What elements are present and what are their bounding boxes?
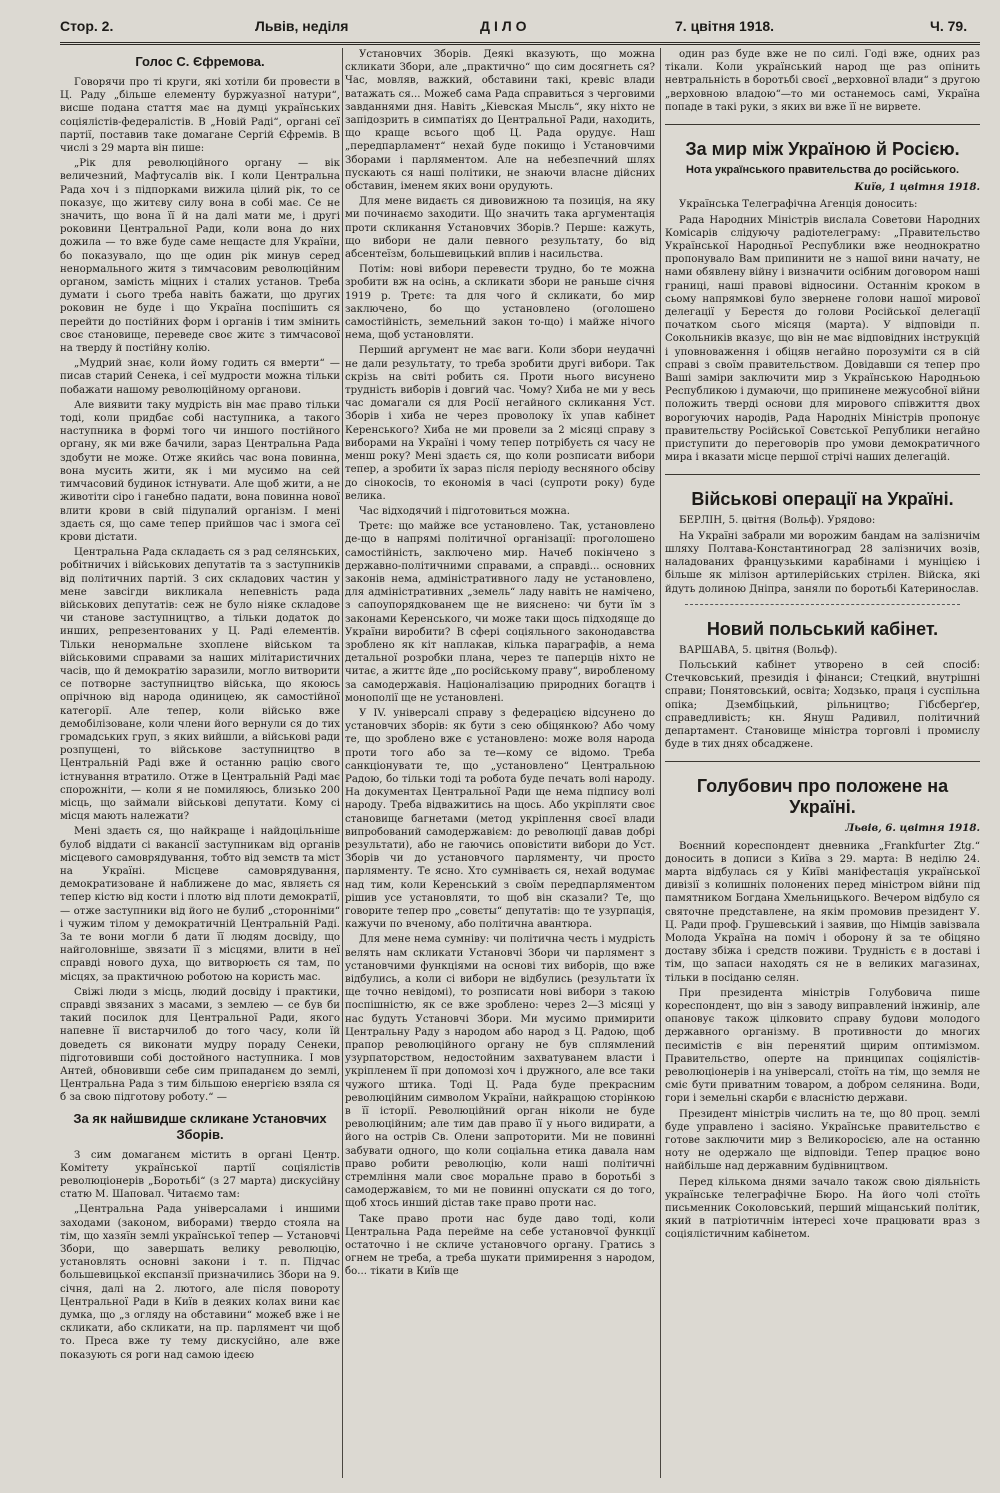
paragraph: один раз буде вже не по силі. Годі вже, одних раз тікали. Коли український народ ще раз опінить невтральність в боротьбі своєї „верховної влади“ з другою „верховною владою“—то ми останемось самі, Україна попаде в такі руки, з яких ви вже її не вирвете.	[665, 49, 980, 113]
article-heading: За мир між Україною й Росією.	[685, 139, 960, 160]
masthead	[60, 14, 980, 45]
dateline: Львів, 6. цвітня 1918.	[845, 822, 980, 835]
section-divider	[665, 474, 980, 475]
paragraph: Перед кількома днями зачало також свою діяльність українське телеграфічне Бюро. На його чолі стоїть письменник Соколовський, перший міщанський політик, який в патріотичнім інтересі хоче працювати враз з соціялістичним кабінетом.	[665, 1176, 980, 1241]
paragraph: Установчих Зборів. Деякі вказують, що можна скликати Збори, але „практично“ що сим досягнеть ся? Час, мовляв, важкий, обставини такі, кревіс влади ватажать ся... Можеб сама Рада справиться з черговими завданнями дня. Навіть „Кіевская Мысль“, яку ніхто не запідозрить в симпатіях до Центральної Ради, находить, що краще всього щоб Ц. Рада орудує. Наш „передпарламент“ нехай буде покищо і Установчими Зборами і парляментом. Але на небезпечний шлях пускають ся наші політики, не знаючи власне дійсних обставин, іменем яких вони орудують.	[345, 49, 655, 193]
column-rule	[342, 48, 343, 1478]
paragraph: З сим домаганєм містить в органі Центр. Комітету української партії соціялістів революціонерів „Боротьбі“ (з 27 марта) дискусійну статю М. Шаповал. Читаємо там:	[60, 1149, 340, 1201]
column-2	[345, 48, 655, 1478]
article-heading: Новий польський кабінет.	[706, 618, 939, 639]
section-divider	[685, 604, 960, 605]
paragraph: Українська Телеграфічна Агенція доносить:	[679, 199, 918, 211]
article-heading: Голос С. Єфремова.	[135, 54, 265, 69]
paragraph: „Центральна Рада універсалами і иншими заходами (законом, виборами) твердо стояла на тім, що хазяїн землі української тепер — Установчі Збори, що завершать велику революцію, установлять основні закони і т. п. Підчас большевицької експанзії призначились Збори на 9. січня, далі на 2. лютого, але після повороту Центральної Ради в Київ в деяких колах вини кає думка, що „з огляду на обставини“ можеб вже і не скликати, або скликати, на пр. парлямент чи щоб то. Преса вже ту тему дискусійно, але вже показують ся роги над самою ідеєю	[60, 1204, 340, 1361]
paragraph: Мені здаєть ся, що найкраще і найдоцільніше булоб віддати сі вакансії заступникам від органів місцевого самоврядування, тобто від земств та міст на Україні. Місцеве самоврядування, демократизоване й наближене до мас, являєть ся тепер кістю від кости і плотю від плоти демократії, — отже заступники від його не булиб „сторонніми“ і чужим тілом у демократичній Центральній Раді. За те вони могли б дати її людям досвіду, що найголовніше, звязати її з місцями, влити в неї справді нового духа, що витворюєть ся там, по місцях, за практичною роботою на користь мас.	[60, 826, 340, 983]
dateline: БЕРЛІН, 5. цвітня (Вольф). Урядово:	[679, 515, 876, 527]
paragraph: При президента міністрів Голубовича пише кореспондент, що він з заводу виправлений інжинір, але опановує також цілковито справу будови молодого державного організму. В противности до многих песимістів є він перенятий щирим оптимізмом. Правительство, оперте на принципах соціялістів-революціонерів і на універсалі, стоїть на тім, що земля не сміє бути приватним товаром, а добром селянина. Води, гори і земельні скарби є власністю держави.	[665, 987, 980, 1105]
paragraph: Центральна Рада складаєть ся з рад селянських, робітничих і військових депутатів та з заступників від політичних партій. З сих складових частин у мене завсігди викликала непевність рада військових депутатів: сеж не було ніяке складове чи станове заступництво, а тільки додаток до инших, репрезентованих у Ц. Раді елементів. Тільки ненормальне зхоплене військом та військовими справами за наших мілітаристичних часів, що й демократію заразили, могло витворити се потворне заступництво війська, що якоюсь опрічною від народа одиницею, як самостійної категорії. Але тепер, коли військо вже демобілізоване, коли члени його вернули ся до тих громадських груп, з яких вийшли, а військові ради розпущені, то військове заступництво в Центральній Раді вже й останню рацію свого істнування втратило. Отже в Центральній Раді має спорожніти, — коли я не помиляюсь, близько 200 місць, що займали військові депутати. Кому сі місця мають належати?	[60, 547, 340, 823]
paragraph: Перший аргумент не має ваги. Коли збори неудачні не дали результату, то треба зробити другі вибори. Так скрізь на світі робить ся. Проти нього висунено трудність виборів і довгий час. Чому? Хиба не ми у весь час домагали ся для Росії негайного скликання Уст. Зборів і хиба не через проволоку їх упав кабінет Керенського? Хиба не ми провели за 2 місяці справу з виборами на Україні і чому тепер потрібуєть ся часу не менш року? Мені здаєть ся, що коли розписати вибори тепер, а зробити їх зараз після періоду весняного обсіву до сінокосів, то економія в часі (супроти року) буде велика.	[345, 345, 655, 502]
article-subheading: Нота українського правительства до російського.	[685, 164, 960, 177]
paragraph: Говорячи про ті круги, які хотіли би провести в Ц. Раду „більше елементу буржуазної натури“, висше подана стаття має на думці українських соціялістів-федералістів. В „Новій Раді“, органі сеї партії, поставив таке домагане Сергій Єфремів. В числі з 29 марта він пише:	[60, 77, 340, 155]
paragraph: Президент міністрів числить на те, що 80 проц. землі буде управлено і засіяно. Українське правительство є готове заключити мир з Великоросією, але на останню ноту не одержало ще відповіди. Тепер працює воно найбільше над державним будівництвом.	[665, 1108, 980, 1173]
issue-number: Ч. 79.	[930, 18, 968, 34]
section-divider	[665, 124, 980, 125]
article-heading: Військові операції на Україні.	[691, 489, 954, 510]
newspaper-title: ДІЛО	[480, 18, 531, 34]
issue-date: 7. цвітня 1918.	[675, 18, 775, 34]
paragraph: Воєнний кореспондент дневника „Frankfurter Ztg.“ доносить в дописи з Київа з 29. марта: В неділю 24. марта відбулась ся у Київі маніфестація української дивізії з колишніх полонених перед міністром війни під памятником Богдана Хмельницького. Вечером відбуло ся святочне представлене, на якім промовив президент У. Ц. Ради проф. Грушевський і заявив, що Німців завізвала Молода Україна на поміч і оборону й за те обіцяно доставу збіжа і средств поживи. Трудність є в доставі і тім, що запаси находять ся не в великих магазинах, тільки в посіданю селян.	[665, 840, 980, 984]
place-day: Львів, неділя	[255, 18, 349, 34]
dateline: Київ, 1 цвітня 1918.	[854, 181, 980, 194]
paragraph: Для мене видаєть ся дивовижною та позиція, на яку ми починаємо заходити. Що значить така аргументація проти скликання Установчих Зборів.? Перше: кажуть, що вибори не дали певного результату, бо від абсентеїзм, большевицький вплив і насильства.	[345, 196, 655, 261]
paragraph: Третє: що майже все установлено. Так, установлено де-що в напрямі політичної організації: проголошено самостійність, заключено мир. Начеб покінчено з державно-політичними справами, а справді... основних законів нема, адміністративного ладу не установлено, для адміністративних „земель“ ладу навіть не намічено, з сапоупорядкованем ще не вияснено: чи бути їм з законами Керенського, чи може таки щось підходяще до України виробити? В сфері соціяльного законодавства зроблено як кіт наплакав, кілька параграфів, а нема детальної розробки плана, через те паперців ніхто не читає, а життє йде „по російському праву“, виробленому за самодержавія. Націоналізацию природних богацтв і монополії ще не установлені.	[345, 521, 655, 704]
dateline: ВАРШАВА, 5. цвітня (Вольф).	[679, 644, 838, 656]
paragraph: У IV. універсалі справу з федерацією відсунено до установчих зборів: як бути з сею обіцянкою? Або чому те, що зроблено вже є установлено: може воля народа проти того або за те—кому се відомо. Треба санкціонувати те, що „установлено“ Центральною Радою, бо тільки тоді та робота буде печать волі народу. На документах Центральної Ради ще нема підпису волі народу. Треба відважитись на щось. Або укріпляти своє становище багнетами (метод укріплення своєї влади випробований самодержавієм: до революції давав добрі результати), або не гаючись оповістити вибори до Уст. Зборів чи до установчого парляменту, чи просто парляменту. Те ясно. Хто сумніваєть ся, нехай водумає над тим, коли Керенський з своїм передпарляментом рішив усе установляти, то щоб він сказали? Те, що говорите тепер про „совєты“ депутатів: що те узурпація, кажучи по вченому, або політична авантюра.	[345, 707, 655, 931]
paragraph: Рада Народних Міністрів вислала Советови Народних Комісарів слідуючу радіотелеграму: „Правительство Української Народньої Республики вже неоднократно пропонувало Вам припинити не з нашої вини начату, не нами обявлену війну і визначити осібним договором наші границі, наші правові відносини. Останнім кроком в сьому напрямкові було звернене голови нашої мирової делегації у Берестя до голови Російської делегації початком сього місяця (марта). У відповіди п. Сокольників вказує, що він не має відповідних інструкцій і уповноваження і обіцяв негайно порозуміти ся в сій справі з своїм правительством. Довідавши ся тепер про Ваші заміри заключити мир з Українською Народньою Республикою і думаючи, що припинене межусобної війни положить тверді основи для мирового співжиття двох ворогуючих народів, Рада Народніх Міністрів пропонує правительству Російської Совєтської Републики негайно приступити до переговорів про умови демократичного мира і вказати місце першої стрічі наших делегацій.	[665, 214, 980, 464]
column-rule	[660, 48, 661, 1478]
paragraph: Час відходячий і підготовиться можна.	[359, 505, 570, 517]
paragraph: Але виявити таку мудрість він має право тільки тоді, коли придбає собі наступника, а такого наступника в формі того чи иншого постійного органу, як ми вже бачили, зараз Центральна Рада здобути не може. Отже якийсь час вона повинна, вона мусить жити, як і ми мусимо на сей тимчасовий будинок істнувати. Але щоб жити, а не животіти сіро і ганебно падати, вона повинна нової влити крови в свій підупалий організм. І мені здаєть ся, що саме тепер прийшов час і змога сеї крови дістати.	[60, 399, 340, 543]
page-number: Стор. 2.	[60, 18, 114, 34]
article-heading: Голубович про положене на Україні.	[696, 776, 949, 818]
paragraph: „Мудрий знає, коли йому годить ся вмерти“ — писав старий Сенека, і сеї мудрости можна тільки побажати нашому революційному органови.	[60, 358, 340, 396]
paragraph: Для мене нема сумніву: чи політична честь і мудрість велять нам скликати Установчі Збори чи парлямент з установчими функціями на основі тих виборів, що вже відбулись, а коли сі вибори не відбулись (результати їх ще точно невідомі), то розписати нові вибори з такою поспішністю, як се вже зроблено: через 2—3 місяці у нас будуть Установчі Збори. Ми мусимо примирити Центральну Раду з народом або народ з Ц. Радою, щоб прапор революційного органу не був сплямлений узурпаторством, недостойним захватуванем власти і укріпленем її при допомозі хоч і дружного, але все таки чужого штика. Тоді Ц. Рада буде прекрасним революційним символом України, найкращою сторінкою в її історії. Революційний орган ніколи не буде революційним; але тим дав право її у нього видирати, а його на острів Св. Олени запроторити. Ми не повинні забувати одного, що коли соціальна етика давала нам право робити революцію, коли наші політичні стремління мали своє моральне право в боротьбі з самодержавієм, то ми не повинні опускати ся до того, щоб хтось инший дістав таке право проти нас.	[345, 934, 655, 1210]
paragraph: На Україні забрали ми ворожим бандам на залізничім шляху Полтава-Константиноград 28 залізничих возів, наладованих французькими карабінами і муніцією і більше як мілізон артилерійських стрілен. Війска, які йдуть долиною Дніпра, заняли по боротьбі Катеринослав.	[665, 530, 980, 595]
paragraph: Таке право проти нас буде даво тоді, коли Центральна Рада перейме на себе установчої функції остаточно і не скличе установчого органу. Гратись з огнем не треба, а треба шукати примирення з народом, бо... тікати в Київ ще	[345, 1213, 655, 1278]
paragraph: Потім: нові вибори перевести трудно, бо те можна зробити вж на осінь, а скликати збори не раньше січня 1919 р. Третє: та для чого й скликати, бо мир заключено, бо що установлено (оголошено самостійність, земельний закон то-що) і майже нічого нема, щоб установляти.	[345, 264, 655, 342]
article-heading: За як найшвидше скликане Установчих Зборів.	[73, 1110, 327, 1142]
column-3	[665, 48, 980, 1478]
section-divider	[665, 761, 980, 762]
paragraph: „Рік для революційного органу — вік величезний, Мафтусалів вік. І коли Центральна Рада хоч і з підпорками вижила цілий рік, то се показує, що житєву силу вона в собі має. Се не значить, що вона її й на далі мати ме, і другі роковини Центральної Ради, коли вона до них дожила — то вже буде саме нещасте для України, бо показувало, що ще один рік минув серед ненормального житя з тимчасовим революційним органом, замість міцних і сталих установ. Треба думати і сього треба навіть бажати, що других роковин не буде і що Україна поспішить ся перейти до постійних форм і органів і тим змінить своє становище, переведе своє житє з тимчасової на тверду й постійну колію.	[60, 158, 340, 355]
column-1	[60, 48, 340, 1478]
paragraph: Польський кабінет утворено в сей спосіб: Стечковський, президія і фінанси; Стецкий, внутрішні справи; Понятовський, освіта; Ходзько, праця і суспільна опіка; Дзембіцький, рільництво; Гібсберґер, справедливість; кн. Януш Радивил, політичний департамент. Становище міністра торговлі і промислу буде в тих днях обсаджене.	[665, 659, 980, 751]
paragraph: Свіжі люди з місць, людий досвіду і практики, справді звязаних з масами, з землею — се був би такий посилок для Центральної Ради, якого напевне її вистарчилоб до того часу, коли їй доведеть ся виконати мудру пораду Сенеки, підготовивши собі достойного наступника. І мов Антей, обновивши себе сим припаданєм до землі, Центральна Рада з тим більшою енергією взяла ся б за свою підготову роботу.“ —	[60, 986, 340, 1104]
